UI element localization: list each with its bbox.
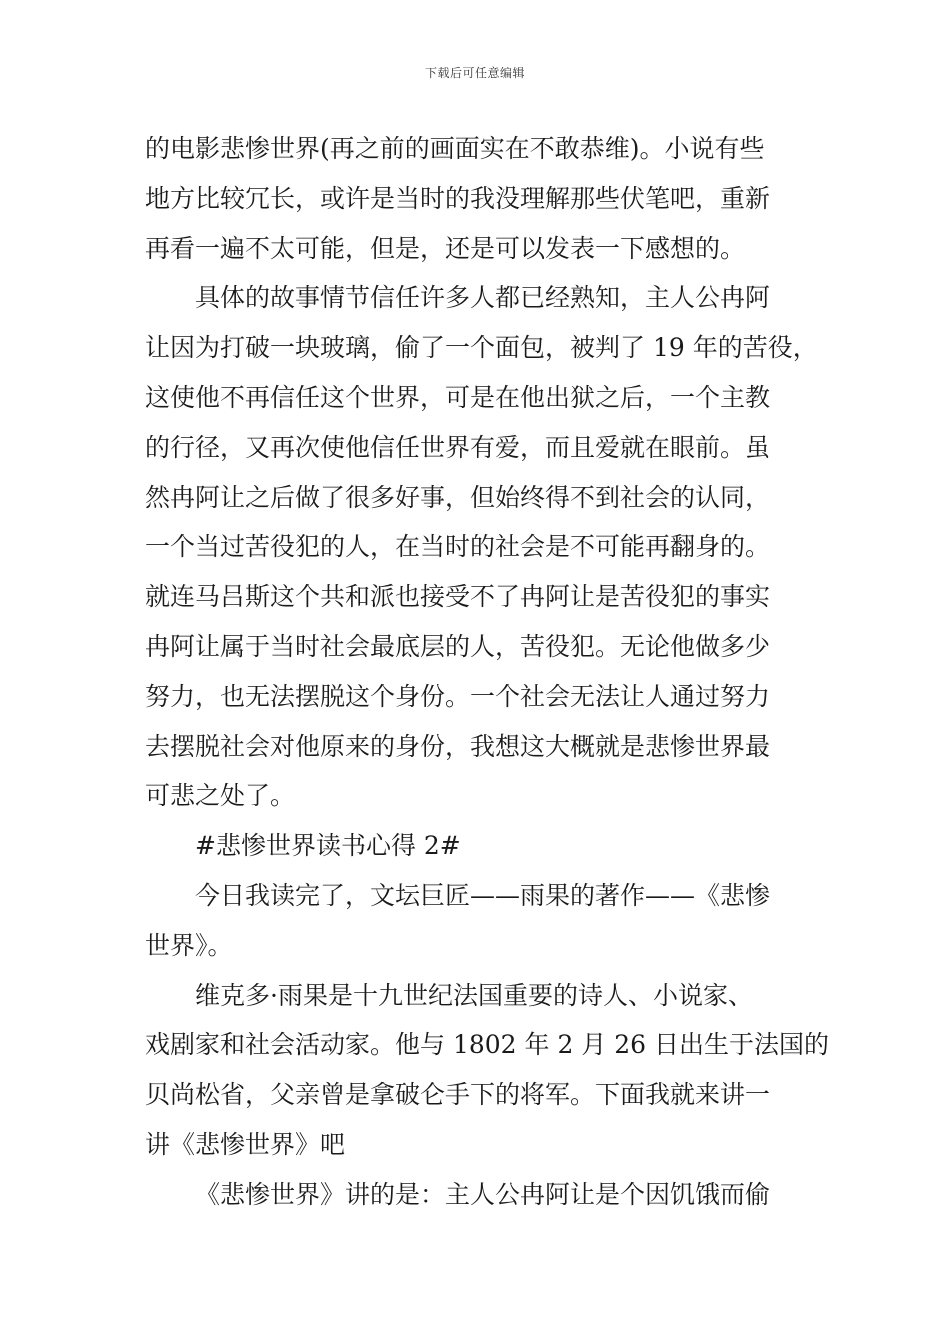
text-line: 就连马吕斯这个共和派也接受不了冉阿让是苦役犯的事实: [145, 582, 771, 612]
text-line: 可悲之处了。: [145, 781, 296, 811]
page-header-note: 下载后可任意编辑: [424, 66, 525, 80]
text-line: 再看一遍不太可能，但是，还是可以发表一下感想的。: [145, 233, 746, 263]
text-line: 努力，也无法摆脱这个身份。一个社会无法让人通过努力: [145, 681, 771, 711]
text-line: 地方比较冗长，或许是当时的我没理解那些伏笔吧，重新: [145, 183, 771, 213]
document-body: [145, 124, 830, 1220]
text-line: 一个当过苦役犯的人，在当时的社会是不可能再翻身的。: [145, 532, 771, 562]
text-line: 《悲惨世界》讲的是：主人公冉阿让是个因饥饿而偷: [195, 1179, 771, 1209]
text-line: 冉阿让属于当时社会最底层的人，苦役犯。无论他做多少: [145, 631, 771, 661]
text-line: 的行径，又再次使他信任世界有爱，而且爱就在眼前。虽: [145, 432, 771, 462]
text-line: 讲《悲惨世界》吧: [145, 1129, 346, 1159]
text-line: 具体的故事情节信任许多人都已经熟知，主人公冉阿: [195, 283, 771, 313]
text-line: 去摆脱社会对他原来的身份，我想这大概就是悲惨世界最: [145, 731, 771, 761]
section-heading: #悲惨世界读书心得 2#: [195, 831, 461, 861]
text-line: 今日我读完了，文坛巨匠——雨果的著作——《悲惨: [195, 880, 771, 910]
text-line: 戏剧家和社会活动家。他与 1802 年 2 月 26 日出生于法国的: [145, 1030, 830, 1060]
text-line: 贝尚松省，父亲曾是拿破仑手下的将军。下面我就来讲一: [145, 1080, 771, 1110]
text-line: 的电影悲惨世界(再之前的画面实在不敢恭维)。小说有些: [145, 134, 765, 163]
text-line: 这使他不再信任这个世界，可是在他出狱之后，一个主教: [145, 382, 771, 412]
text-line: 维克多·雨果是十九世纪法国重要的诗人、小说家、: [195, 980, 753, 1010]
text-line: 然冉阿让之后做了很多好事，但始终得不到社会的认同，: [145, 482, 771, 512]
text-line: 世界》。: [145, 930, 233, 960]
text-line: 让因为打破一块玻璃，偷了一个面包，被判了 19 年的苦役，: [145, 333, 818, 363]
